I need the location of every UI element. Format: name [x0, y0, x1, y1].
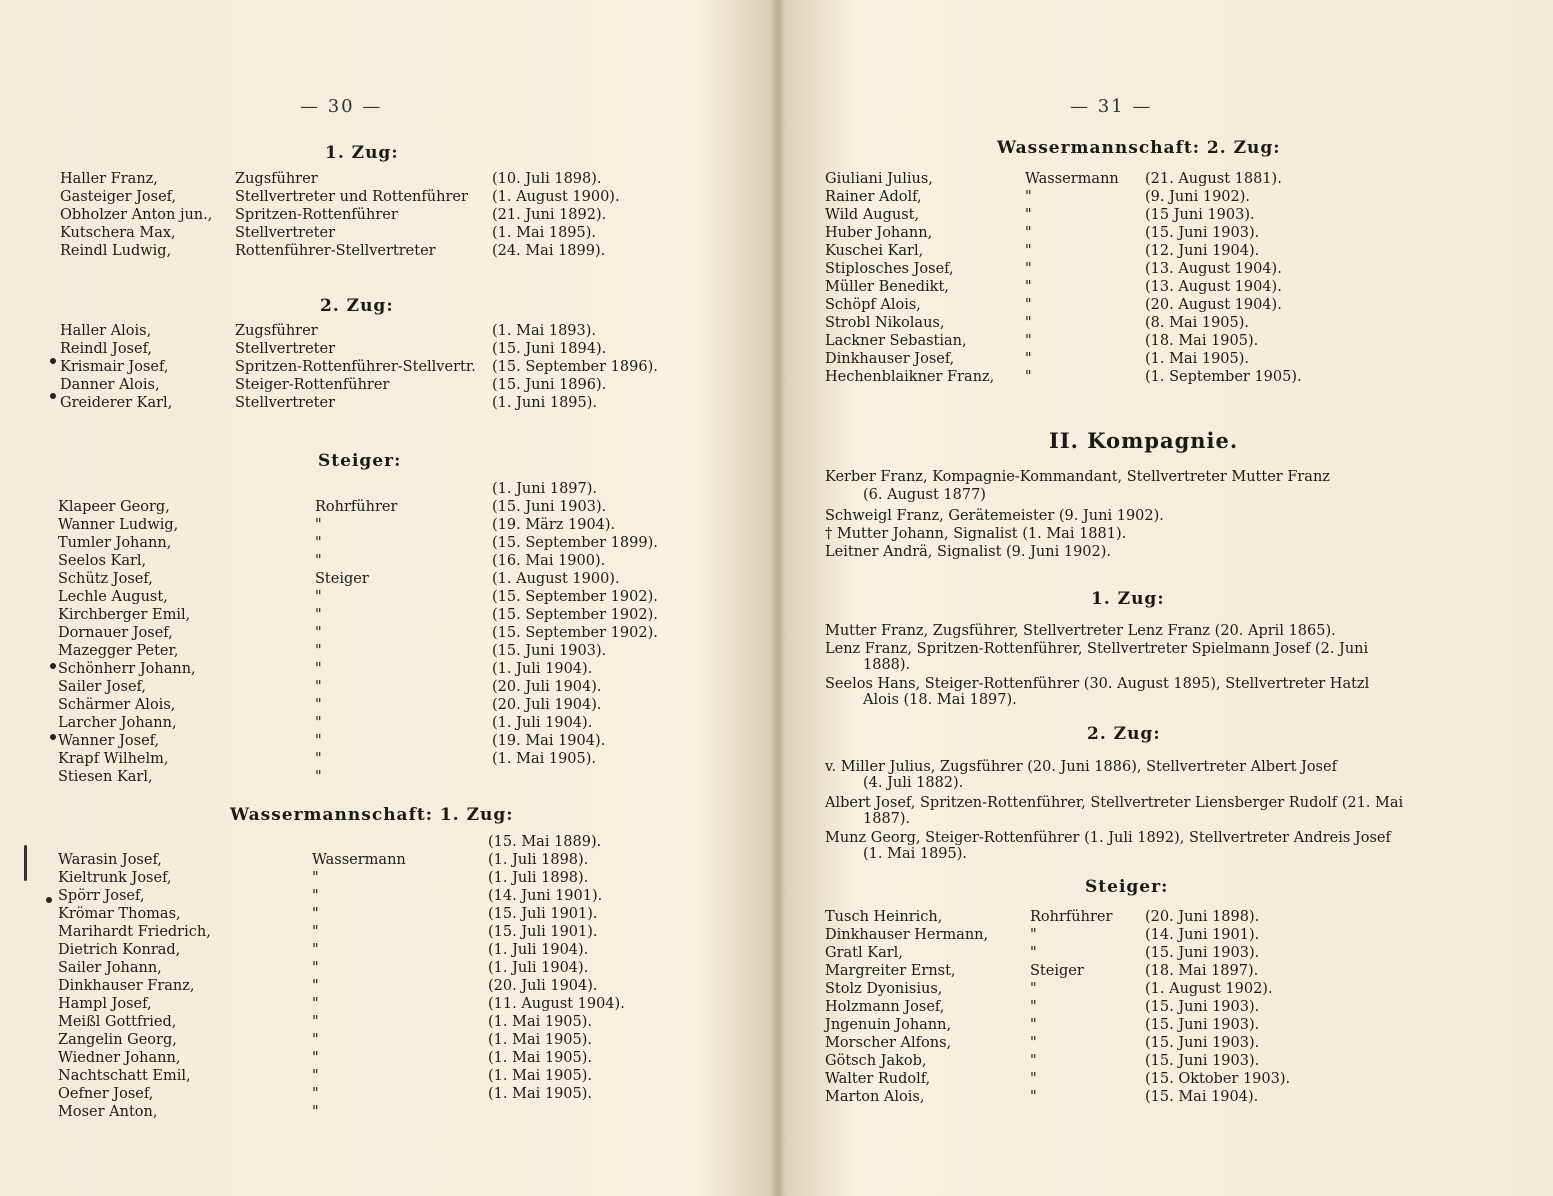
page-number: — 31 — — [1070, 96, 1153, 117]
name-cell: Dornauer Josef, — [58, 625, 173, 641]
date-cell: (15. Oktober 1903). — [1145, 1071, 1291, 1087]
role-cell: " — [1030, 945, 1037, 961]
date-cell: (1. August 1900). — [492, 189, 620, 205]
role-cell: " — [1030, 1035, 1037, 1051]
text-line: Leitner Andrä, Signalist (9. Juni 1902). — [825, 544, 1112, 560]
date-cell: (20. August 1904). — [1145, 297, 1282, 313]
name-cell: Schütz Josef, — [58, 571, 153, 587]
role-cell: " — [315, 679, 322, 695]
date-cell: (20. Juli 1904). — [492, 697, 602, 713]
date-cell: (1. August 1902). — [1145, 981, 1273, 997]
role-cell: " — [1025, 243, 1032, 259]
date-cell: (1. Mai 1895). — [492, 225, 597, 241]
date-cell: (1. Mai 1905). — [488, 1068, 593, 1084]
name-cell: Wanner Ludwig, — [58, 517, 179, 533]
date-cell: (21. Juni 1892). — [492, 207, 607, 223]
name-cell: Rainer Adolf, — [825, 189, 922, 205]
date-cell: (15. September 1902). — [492, 625, 658, 641]
role-cell: " — [315, 535, 322, 551]
date-cell: (1. Juli 1898). — [488, 870, 589, 886]
role-cell: " — [1030, 1053, 1037, 1069]
role-cell: " — [1025, 315, 1032, 331]
date-cell: (1. Juli 1904). — [488, 942, 589, 958]
name-cell: Morscher Alfons, — [825, 1035, 952, 1051]
role-cell: Stellvertreter — [235, 395, 335, 411]
role-cell: " — [312, 1032, 319, 1048]
role-cell: " — [315, 769, 322, 785]
date-cell: (12. Juni 1904). — [1145, 243, 1260, 259]
date-cell: (14. Juni 1901). — [1145, 927, 1260, 943]
name-cell: Wild August, — [825, 207, 920, 223]
role-cell: Stellvertreter und Rottenführer — [235, 189, 468, 205]
name-cell: Krismair Josef, — [60, 359, 169, 375]
name-cell: Lackner Sebastian, — [825, 333, 967, 349]
role-cell: " — [315, 751, 322, 767]
ink-dot — [50, 393, 56, 399]
role-cell: " — [315, 715, 322, 731]
date-cell: (13. August 1904). — [1145, 279, 1282, 295]
name-cell: Haller Alois, — [60, 323, 152, 339]
name-cell: Kirchberger Emil, — [58, 607, 191, 623]
name-cell: Sailer Johann, — [58, 960, 162, 976]
text-line: (6. August 1877) — [863, 487, 986, 503]
text-line: Munz Georg, Steiger-Rottenführer (1. Juli 1892), Stellvertreter Andreis Josef — [825, 830, 1391, 846]
role-cell: " — [312, 942, 319, 958]
date-cell: (15. Juli 1901). — [488, 924, 598, 940]
role-cell: " — [312, 1104, 319, 1120]
role-cell: " — [312, 924, 319, 940]
role-cell: " — [1025, 297, 1032, 313]
date-cell: (24. Mai 1899). — [492, 243, 606, 259]
role-cell: " — [1025, 261, 1032, 277]
name-cell: Sailer Josef, — [58, 679, 146, 695]
date-cell: (15. Juni 1903). — [1145, 999, 1260, 1015]
role-cell: " — [315, 697, 322, 713]
name-cell: Tumler Johann, — [58, 535, 172, 551]
role-cell: " — [315, 589, 322, 605]
text-line: 1887). — [863, 811, 911, 827]
role-cell: " — [312, 1014, 319, 1030]
role-cell: " — [315, 733, 322, 749]
name-cell: Obholzer Anton jun., — [60, 207, 213, 223]
left-page — [0, 0, 776, 1196]
role-cell: " — [1025, 189, 1032, 205]
name-cell: Dinkhauser Franz, — [58, 978, 195, 994]
role-cell: Spritzen-Rottenführer — [235, 207, 398, 223]
name-cell: Meißl Gottfried, — [58, 1014, 177, 1030]
role-cell: Zugsführer — [235, 323, 318, 339]
date-cell: (19. März 1904). — [492, 517, 616, 533]
date-cell: (11. August 1904). — [488, 996, 625, 1012]
role-cell: " — [1025, 351, 1032, 367]
right-page — [777, 0, 1553, 1196]
section-heading: Steiger: — [1085, 877, 1169, 897]
text-line: (1. Mai 1895). — [863, 846, 968, 862]
name-cell: Hechenblaikner Franz, — [825, 369, 995, 385]
role-cell: Wassermann — [312, 852, 406, 868]
date-cell: (8. Mai 1905). — [1145, 315, 1250, 331]
name-cell: Tusch Heinrich, — [825, 909, 943, 925]
date-cell: (1. Mai 1905). — [488, 1086, 593, 1102]
name-cell: Dietrich Konrad, — [58, 942, 181, 958]
date-cell: (1. Juli 1904). — [492, 715, 593, 731]
text-line: Schweigl Franz, Gerätemeister (9. Juni 1902). — [825, 508, 1164, 524]
role-cell: Spritzen-Rottenführer-Stellvertr. — [235, 359, 476, 375]
role-cell: " — [315, 625, 322, 641]
name-cell: Kuschei Karl, — [825, 243, 924, 259]
role-cell: Steiger — [1030, 963, 1084, 979]
text-line: Kerber Franz, Kompagnie-Kommandant, Stellvertreter Mutter Franz — [825, 469, 1330, 485]
name-cell: Müller Benedikt, — [825, 279, 949, 295]
date-cell: (13. August 1904). — [1145, 261, 1282, 277]
date-cell: (1. August 1900). — [492, 571, 620, 587]
role-cell: Zugsführer — [235, 171, 318, 187]
role-cell: " — [315, 661, 322, 677]
name-cell: Mazegger Peter, — [58, 643, 179, 659]
date-cell: (1. Mai 1905). — [488, 1032, 593, 1048]
section-heading: 2. Zug: — [1087, 724, 1161, 744]
date-cell: (9. Juni 1902). — [1145, 189, 1251, 205]
name-cell: Stolz Dyonisius, — [825, 981, 943, 997]
date-cell: (1. Mai 1905). — [1145, 351, 1250, 367]
role-cell: Rottenführer-Stellvertreter — [235, 243, 436, 259]
date-cell: (15. September 1896). — [492, 359, 658, 375]
date-cell: (1. September 1905). — [1145, 369, 1302, 385]
date-cell: (15. Juni 1903). — [1145, 1035, 1260, 1051]
role-cell: Steiger — [315, 571, 369, 587]
date-cell: (10. Juli 1898). — [492, 171, 602, 187]
name-cell: Krapf Wilhelm, — [58, 751, 169, 767]
name-cell: Marihardt Friedrich, — [58, 924, 211, 940]
name-cell: Dinkhauser Hermann, — [825, 927, 989, 943]
role-cell: " — [1025, 369, 1032, 385]
role-cell: " — [1030, 1071, 1037, 1087]
ink-dot — [50, 734, 56, 740]
name-cell: Huber Johann, — [825, 225, 933, 241]
section-heading-large: II. Kompagnie. — [1049, 428, 1239, 453]
date-cell: (15. Juni 1903). — [492, 499, 607, 515]
role-cell: " — [1030, 981, 1037, 997]
name-cell: Spörr Josef, — [58, 888, 145, 904]
section-heading: Wassermannschaft: 1. Zug: — [230, 805, 514, 825]
date-cell: (1. Juli 1898). — [488, 852, 589, 868]
name-cell: Reindl Ludwig, — [60, 243, 172, 259]
text-line: Seelos Hans, Steiger-Rottenführer (30. August 1895), Stellvertreter Hatzl — [825, 676, 1370, 692]
role-cell: Wassermann — [1025, 171, 1119, 187]
name-cell: Dinkhauser Josef, — [825, 351, 955, 367]
date-cell: (15. Juni 1896). — [492, 377, 607, 393]
date-cell: (15 Juni 1903). — [1145, 207, 1255, 223]
text-line: (4. Juli 1882). — [863, 775, 964, 791]
role-cell: " — [312, 1068, 319, 1084]
date-cell: (15. September 1902). — [492, 607, 658, 623]
text-line: 1888). — [863, 657, 911, 673]
name-cell: Walter Rudolf, — [825, 1071, 931, 1087]
name-cell: Marton Alois, — [825, 1089, 925, 1105]
role-cell: " — [1025, 225, 1032, 241]
role-cell: " — [1025, 279, 1032, 295]
text-line: v. Miller Julius, Zugsführer (20. Juni 1886), Stellvertreter Albert Josef — [825, 759, 1337, 775]
name-cell: Jngenuin Johann, — [825, 1017, 952, 1033]
section-heading: 2. Zug: — [320, 296, 394, 316]
role-cell: " — [312, 1050, 319, 1066]
date-cell: (15. Juni 1903). — [1145, 1053, 1260, 1069]
name-cell: Schönherr Johann, — [58, 661, 196, 677]
date-cell: (18. Mai 1905). — [1145, 333, 1259, 349]
date-cell: (1. Juli 1904). — [488, 960, 589, 976]
section-heading: 1. Zug: — [325, 143, 399, 163]
date-cell: (19. Mai 1904). — [492, 733, 606, 749]
date-cell: (15. Mai 1904). — [1145, 1089, 1259, 1105]
date-cell: (14. Juni 1901). — [488, 888, 603, 904]
role-cell: " — [312, 888, 319, 904]
role-cell: " — [1030, 1089, 1037, 1105]
name-cell: Reindl Josef, — [60, 341, 153, 357]
role-cell: " — [315, 643, 322, 659]
date-cell: (15. September 1899). — [492, 535, 658, 551]
name-cell: Warasin Josef, — [58, 852, 162, 868]
section-heading: Wassermannschaft: 2. Zug: — [997, 138, 1281, 158]
date-cell: (1. Juni 1895). — [492, 395, 598, 411]
name-cell: Oefner Josef, — [58, 1086, 154, 1102]
date-cell: (1. Mai 1905). — [488, 1014, 593, 1030]
date-cell: (21. August 1881). — [1145, 171, 1282, 187]
role-cell: " — [315, 553, 322, 569]
text-line: † Mutter Johann, Signalist (1. Mai 1881). — [825, 526, 1127, 542]
name-cell: Götsch Jakob, — [825, 1053, 927, 1069]
role-cell: " — [312, 978, 319, 994]
role-cell: Stellvertreter — [235, 341, 335, 357]
name-cell: Holzmann Josef, — [825, 999, 945, 1015]
name-cell: Wiedner Johann, — [58, 1050, 181, 1066]
name-cell: Gasteiger Josef, — [60, 189, 177, 205]
date-cell: (15. Juni 1903). — [1145, 945, 1260, 961]
text-line: Albert Josef, Spritzen-Rottenführer, Stellvertreter Liensberger Rudolf (21. Mai — [825, 795, 1404, 811]
role-cell: " — [312, 1086, 319, 1102]
date-cell: (15. Juni 1894). — [492, 341, 607, 357]
date-cell: (15. Juni 1903). — [492, 643, 607, 659]
ink-dot — [46, 897, 52, 903]
name-cell: Krömar Thomas, — [58, 906, 181, 922]
date-cell: (16. Mai 1900). — [492, 553, 606, 569]
name-cell: Danner Alois, — [60, 377, 160, 393]
date-cell: (15. Juni 1903). — [1145, 1017, 1260, 1033]
role-cell: " — [312, 906, 319, 922]
date-cell: (1. Mai 1893). — [492, 323, 597, 339]
date-cell: (15. Juni 1903). — [1145, 225, 1260, 241]
date-cell: (15. September 1902). — [492, 589, 658, 605]
date-cell: (20. Juli 1904). — [492, 679, 602, 695]
ink-dot — [50, 358, 56, 364]
role-cell: " — [315, 517, 322, 533]
role-cell: " — [312, 870, 319, 886]
date-cell: (20. Juni 1898). — [1145, 909, 1260, 925]
role-cell: " — [1025, 207, 1032, 223]
role-cell: Rohrführer — [1030, 909, 1113, 925]
name-cell: Nachtschatt Emil, — [58, 1068, 191, 1084]
text-line: Mutter Franz, Zugsführer, Stellvertreter Lenz Franz (20. April 1865). — [825, 623, 1336, 639]
role-cell: " — [1025, 333, 1032, 349]
date-cell: (20. Juli 1904). — [488, 978, 598, 994]
text-line: Lenz Franz, Spritzen-Rottenführer, Stellvertreter Spielmann Josef (2. Juni — [825, 641, 1369, 657]
date-cell: (1. Juni 1897). — [492, 481, 598, 497]
date-cell: (18. Mai 1897). — [1145, 963, 1259, 979]
name-cell: Stiplosches Josef, — [825, 261, 954, 277]
name-cell: Schöpf Alois, — [825, 297, 921, 313]
role-cell: " — [1030, 1017, 1037, 1033]
role-cell: " — [315, 607, 322, 623]
section-heading: Steiger: — [318, 451, 402, 471]
name-cell: Lechle August, — [58, 589, 168, 605]
name-cell: Moser Anton, — [58, 1104, 158, 1120]
name-cell: Giuliani Julius, — [825, 171, 933, 187]
role-cell: Steiger-Rottenführer — [235, 377, 390, 393]
role-cell: " — [312, 996, 319, 1012]
role-cell: Stellvertreter — [235, 225, 335, 241]
name-cell: Greiderer Karl, — [60, 395, 173, 411]
name-cell: Gratl Karl, — [825, 945, 903, 961]
name-cell: Kieltrunk Josef, — [58, 870, 172, 886]
role-cell: " — [1030, 999, 1037, 1015]
ink-dot — [50, 663, 56, 669]
name-cell: Zangelin Georg, — [58, 1032, 177, 1048]
name-cell: Kutschera Max, — [60, 225, 176, 241]
ink-margin-mark — [24, 845, 27, 881]
section-heading: 1. Zug: — [1091, 589, 1165, 609]
date-cell: (1. Juli 1904). — [492, 661, 593, 677]
role-cell: " — [312, 960, 319, 976]
role-cell: Rohrführer — [315, 499, 398, 515]
date-cell: (15. Juli 1901). — [488, 906, 598, 922]
date-cell: (1. Mai 1905). — [492, 751, 597, 767]
page-number: — 30 — — [300, 96, 383, 117]
name-cell: Wanner Josef, — [58, 733, 160, 749]
role-cell: " — [1030, 927, 1037, 943]
name-cell: Schärmer Alois, — [58, 697, 176, 713]
name-cell: Haller Franz, — [60, 171, 158, 187]
name-cell: Hampl Josef, — [58, 996, 152, 1012]
text-line: Alois (18. Mai 1897). — [863, 692, 1017, 708]
name-cell: Larcher Johann, — [58, 715, 177, 731]
date-cell: (15. Mai 1889). — [488, 834, 602, 850]
name-cell: Strobl Nikolaus, — [825, 315, 945, 331]
name-cell: Seelos Karl, — [58, 553, 147, 569]
date-cell: (1. Mai 1905). — [488, 1050, 593, 1066]
name-cell: Klapeer Georg, — [58, 499, 170, 515]
name-cell: Margreiter Ernst, — [825, 963, 956, 979]
name-cell: Stiesen Karl, — [58, 769, 153, 785]
